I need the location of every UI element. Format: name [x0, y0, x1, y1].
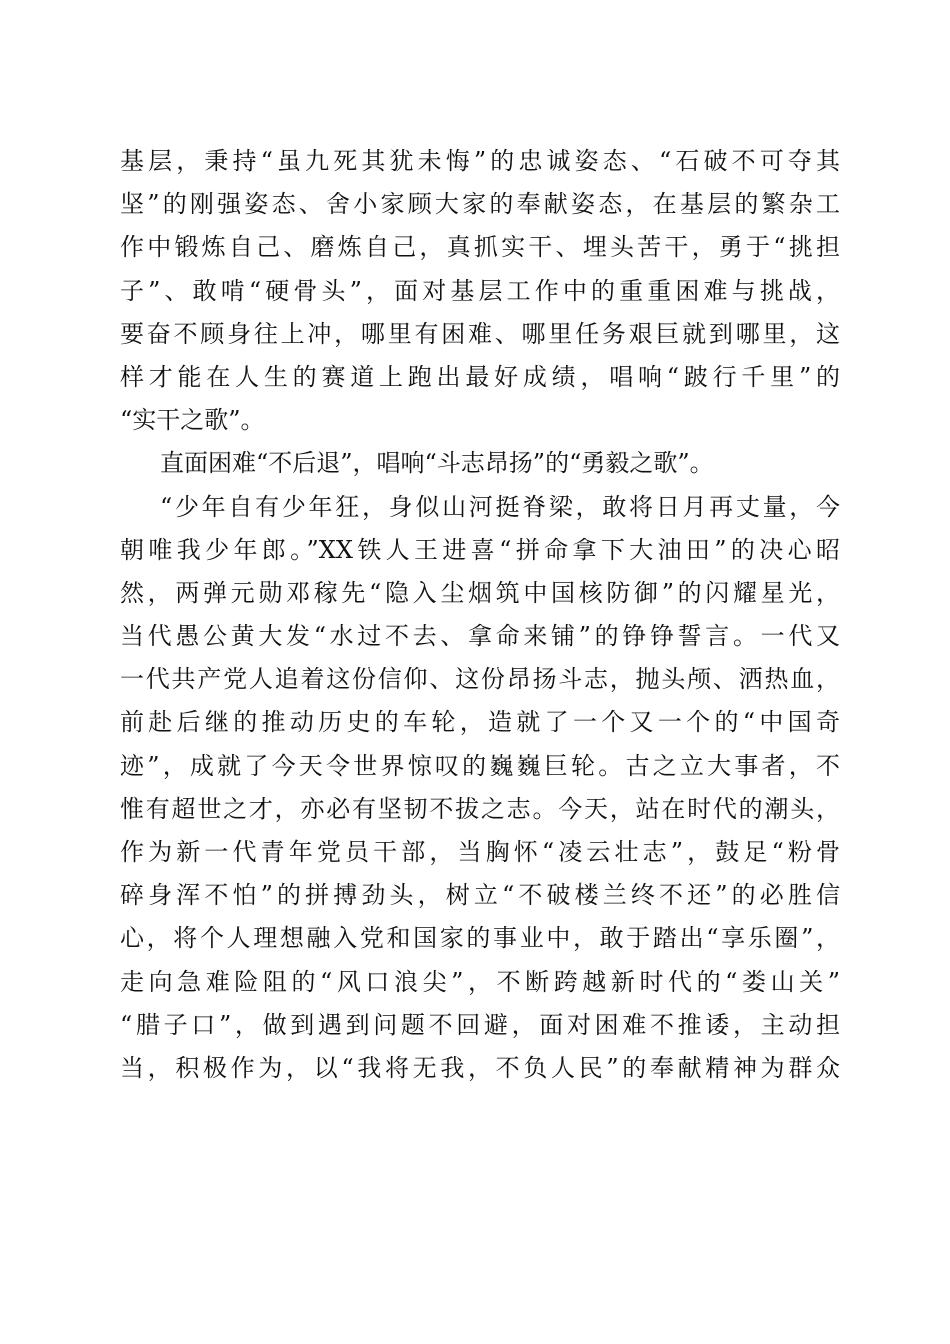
paragraph-line: 碎身浑不怕”的拼搏劲头，树立“不破楼兰终不还”的必胜信	[120, 881, 840, 910]
paragraph-line: 然，两弹元勋邓稼先“隐入尘烟筑中国核防御”的闪耀星光，	[120, 578, 840, 607]
paragraph-line: 基层，秉持“虽九死其犹未悔”的忠诚姿态、“石破不可夺其	[120, 147, 840, 175]
paragraph-line: 作中锻炼自己、磨炼自己，真抓实干、埋头苦干，勇于“挑担	[120, 233, 840, 262]
paragraph-line: 当，积极作为，以“我将无我，不负人民”的奉献精神为群众	[120, 1053, 840, 1082]
paragraph-line: 一代共产党人追着这份信仰、这份昂扬斗志，抛头颅、洒热血，	[120, 665, 840, 694]
paragraph-line: 坚”的刚强姿态、舍小家顾大家的奉献姿态，在基层的繁杂工	[120, 190, 840, 219]
paragraph-line: 子”、敢啃“硬骨头”，面对基层工作中的重重困难与挑战，	[120, 276, 840, 305]
paragraph-line: 作为新一代青年党员干部，当胸怀“凌云壮志”，鼓足“粉骨	[120, 838, 840, 866]
paragraph-2	[120, 486, 840, 1091]
paragraph-line: “腊子口”，做到遇到问题不回避，面对困难不推诿，主动担	[120, 1010, 840, 1039]
paragraph-line: “实干之歌”。	[120, 406, 265, 435]
paragraph-line: 样才能在人生的赛道上跑出最好成绩，唱响“跛行千里”的	[120, 362, 840, 391]
paragraph-line: 惟有超世之才，亦必有坚韧不拔之志。今天，站在时代的潮头，	[120, 794, 840, 823]
body-text	[120, 140, 840, 1090]
section-heading: 直面困难“不后退”，唱响“斗志昂扬”的“勇毅之歌”。	[160, 449, 714, 478]
paragraph-line: 心，将个人理想融入党和国家的事业中，敢于踏出“享乐圈”，	[120, 924, 840, 953]
paragraph-line: 走向急难险阻的“风口浪尖”，不断跨越新时代的“娄山关”	[120, 967, 840, 996]
paragraph-line: 当代愚公黄大发“水过不去、拿命来铺”的铮铮誓言。一代又	[120, 622, 840, 651]
paragraph-line: 要奋不顾身往上冲，哪里有困难、哪里任务艰巨就到哪里，这	[120, 319, 840, 348]
paragraph-line: 朝唯我少年郎。”XX铁人王进喜“拼命拿下大油田”的决心昭	[120, 535, 840, 564]
paragraph-line: 前赴后继的推动历史的车轮，造就了一个又一个的“中国奇	[120, 708, 840, 737]
paragraph-1	[120, 140, 840, 442]
paragraph-line: 迹”，成就了今天令世界惊叹的巍巍巨轮。古之立大事者，不	[120, 751, 840, 780]
paragraph-line: “少年自有少年狂，身似山河挺脊梁，敢将日月再丈量，今	[160, 492, 840, 521]
